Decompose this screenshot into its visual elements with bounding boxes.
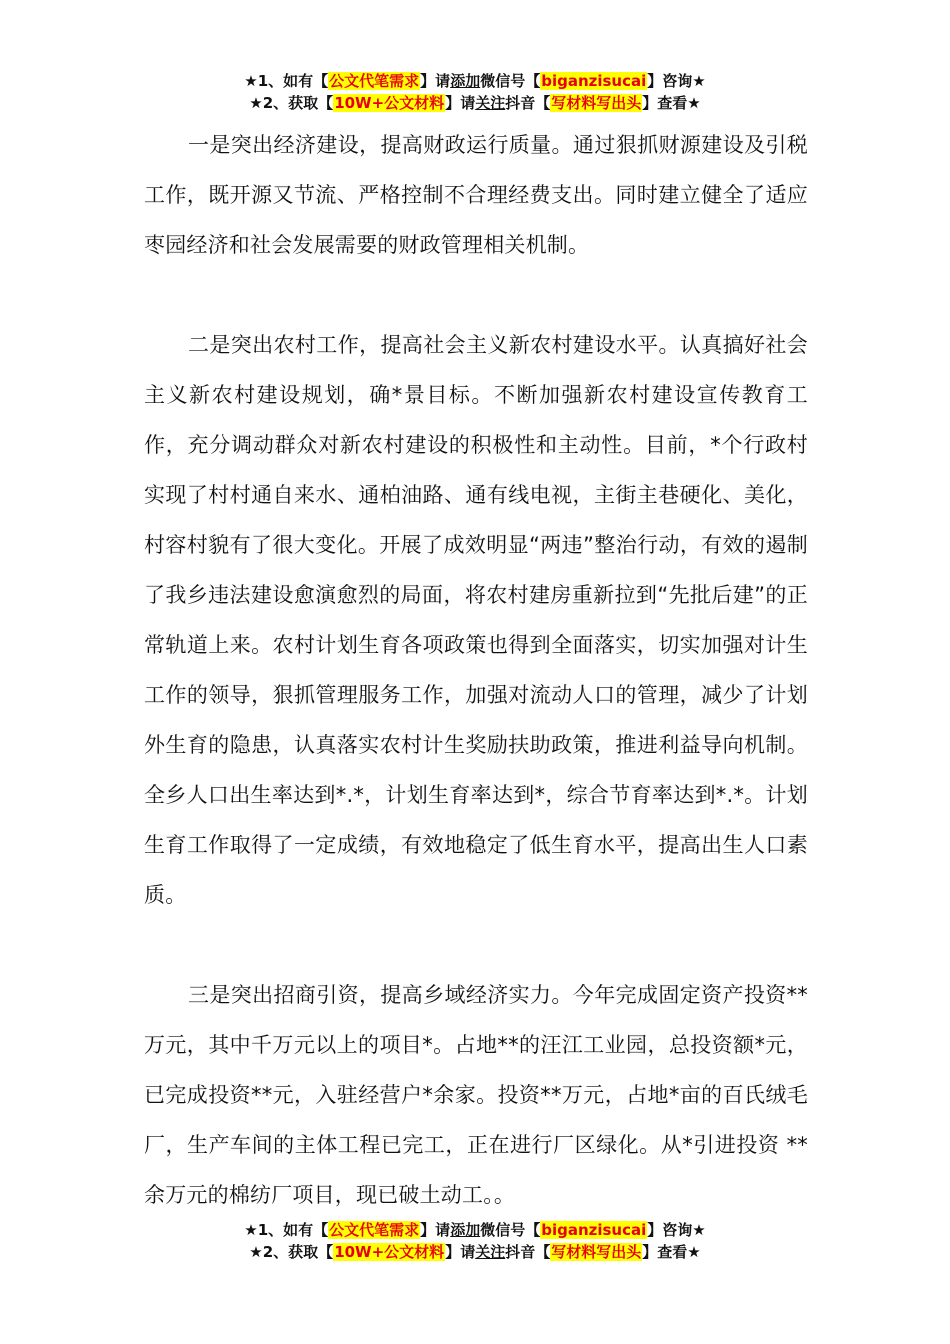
promo-underlined-text: 关注 (475, 94, 506, 112)
promo-highlight: 10W+公文材料 (334, 1243, 445, 1261)
promo-text: 】查看★ (642, 1243, 701, 1261)
promo-highlight: 公文代笔需求 (329, 72, 420, 90)
promo-text: 】请 (420, 1221, 451, 1239)
paragraph-spacer (144, 270, 808, 320)
promo-line-2 (0, 1241, 950, 1263)
paragraph-spacer (144, 920, 808, 970)
promo-text: 】请 (420, 72, 451, 90)
promo-text: ★2、获取【 (249, 94, 334, 112)
paragraph-economy: 一是突出经济建设，提高财政运行质量。通过狠抓财源建设及引税工作，既开源又节流、严格控制不合理经费支出。同时建立健全了适应枣园经济和社会发展需要的财政管理相关机制。 (144, 133, 808, 257)
promo-text: 】咨询★ (647, 72, 706, 90)
header-promo-banner (0, 70, 950, 114)
promo-wechat-id: biganzisucai (541, 72, 647, 90)
promo-text: 微信号【 (480, 72, 541, 90)
document-body (144, 120, 808, 1220)
promo-text: 抖音【 (505, 94, 551, 112)
paragraph-investment: 三是突出招商引资，提高乡域经济实力。今年完成固定资产投资**万元，其中千万元以上的项目*。占地**的汪江工业园，总投资额*元，已完成投资**元，入驻经营户*余家。投资**万元，占地*亩的百氏绒毛厂，生产车间的主体工程已完工，正在进行厂区绿化。从*引进投资 **余万元的棉纺厂项目，现已破土动工。。 (144, 983, 808, 1207)
promo-douyin-account: 写材料写出头 (551, 94, 642, 112)
promo-underlined-text: 关注 (475, 1243, 506, 1261)
promo-text: ★1、如有【 (244, 1221, 329, 1239)
promo-text: 】请 (445, 1243, 476, 1261)
promo-wechat-id: biganzisucai (541, 1221, 647, 1239)
promo-text: 】请 (445, 94, 476, 112)
promo-text: 抖音【 (505, 1243, 551, 1261)
promo-line-1 (0, 1219, 950, 1241)
promo-text: ★1、如有【 (244, 72, 329, 90)
promo-highlight: 10W+公文材料 (334, 94, 445, 112)
promo-text: 】查看★ (642, 94, 701, 112)
promo-line-2 (0, 92, 950, 114)
promo-douyin-account: 写材料写出头 (551, 1243, 642, 1261)
promo-text: 微信号【 (480, 1221, 541, 1239)
promo-underlined-text: 添加 (450, 72, 481, 90)
paragraph-rural: 二是突出农村工作，提高社会主义新农村建设水平。认真搞好社会主义新农村建设规划，确*景目标。不断加强新农村建设宣传教育工作，充分调动群众对新农村建设的积极性和主动性。目前，*个行政村实现了村村通自来水、通柏油路、通有线电视，主街主巷硬化、美化，村容村貌有了很大变化。开展了成效明显“两违”整治行动，有效的遏制了我乡违法建设愈演愈烈的局面，将农村建房重新拉到“先批后建”的正常轨道上来。农村计划生育各项政策也得到全面落实，切实加强对计生工作的领导，狠抓管理服务工作，加强对流动人口的管理，减少了计划外生育的隐患，认真落实农村计生奖励扶助政策，推进利益导向机制。全乡人口出生率达到*.*，计划生育率达到*，综合节育率达到*.*。计划生育工作取得了一定成绩，有效地稳定了低生育水平，提高出生人口素质。 (144, 333, 808, 907)
footer-promo-banner (0, 1219, 950, 1263)
promo-underlined-text: 添加 (450, 1221, 481, 1239)
promo-highlight: 公文代笔需求 (329, 1221, 420, 1239)
promo-text: 】咨询★ (647, 1221, 706, 1239)
promo-line-1 (0, 70, 950, 92)
promo-text: ★2、获取【 (249, 1243, 334, 1261)
